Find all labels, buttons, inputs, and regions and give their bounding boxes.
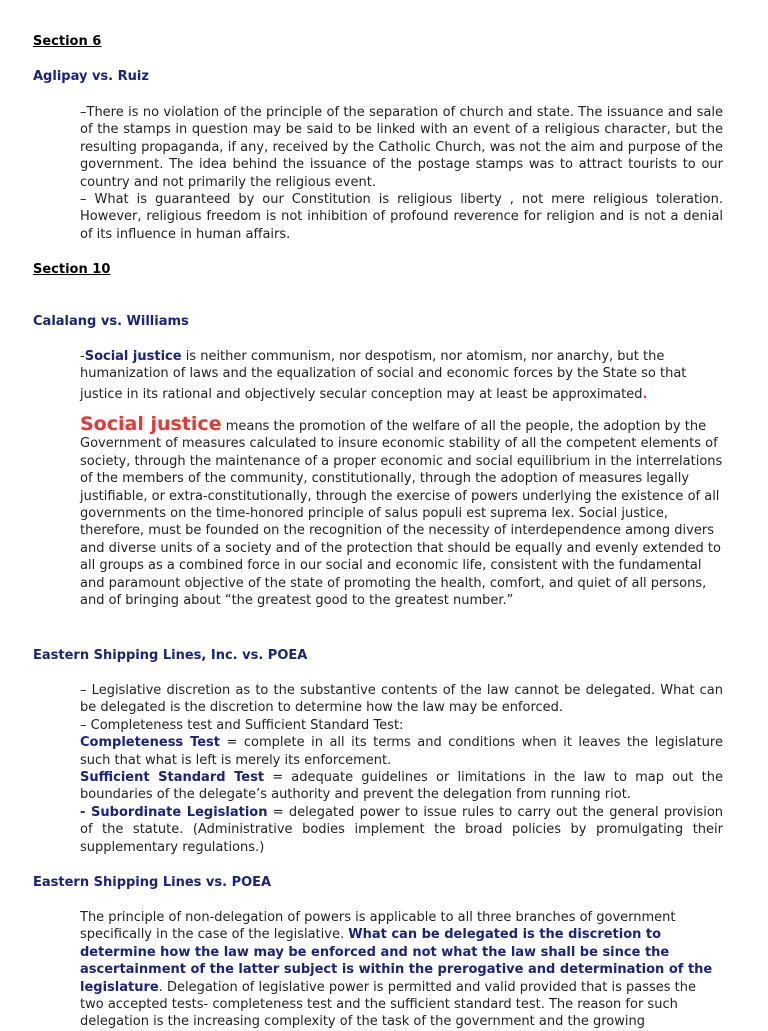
aglipay-point-2: – What is guaranteed by our Constitution is religious liberty , not mere religious toleration. However, religious freedom is not inhibition of profound reverence for religion and is not a denial of its influence in human affairs.	[80, 192, 723, 242]
calalang-case-title: Calalang vs. Williams	[33, 314, 189, 329]
eastern-shipping-paragraph	[80, 909, 723, 1031]
calalang-p1-line3-text: justice in its rational and objectively secular conception may at least be approximated	[80, 386, 643, 402]
subordinate-legislation-term: - Subordinate Legislation	[80, 804, 268, 820]
calalang-p1-rest: is neither communism, nor despotism, nor atomism, nor anarchy, but the	[181, 349, 665, 364]
subordinate-legislation-item	[80, 804, 723, 856]
delegation-rest-text: . Delegation of legislative power is permitted and valid provided that is passes the two accepted tests- completeness test and the sufficient standard test. The reason for such delegation is the increasing complexity of the task of the government and the growing	[80, 979, 697, 1030]
completeness-test-item	[80, 734, 723, 769]
calalang-red-period: .	[642, 386, 648, 402]
aglipay-point-1: –There is no violation of the principle of the separation of church and state. The issuance and sale of the stamps in question may be said to be linked with an event of a religious character, but the resulting propaganda, if any, received by the Catholic Church, was not the aim and purpose of the government. The idea behind the issuance of the postage stamps was to attract tourists to our country and not primarily the religious event.	[80, 105, 723, 190]
delegation-point: – Legislative discretion as to the substantive contents of the law cannot be delegated. What can be delegated is the discretion to determine how the law may be enforced.	[80, 683, 723, 716]
calalang-paragraph-2	[80, 413, 723, 609]
eastern-shipping-case-title: Eastern Shipping Lines vs. POEA	[33, 875, 272, 890]
eastern-shipping-inc-case-title: Eastern Shipping Lines, Inc. vs. POEA	[33, 648, 308, 663]
section-6-heading: Section 6	[33, 34, 102, 49]
sufficient-standard-term: Sufficient Standard Test	[80, 770, 265, 786]
tests-intro: – Completeness test and Sufficient Standard Test:	[80, 717, 404, 733]
eastern-shipping-inc-paragraph	[80, 682, 723, 856]
social-justice-term: Social justice	[84, 349, 182, 364]
completeness-test-def: = complete in all its terms and conditions when it leaves the legislature such that what is left is merely its enforcement.	[80, 735, 723, 768]
calalang-p1-prefix: -	[80, 349, 85, 364]
sufficient-standard-def: = adequate guidelines or limitations in the law to map out the boundaries of the delegate’s authority and prevent the delegation from running riot.	[80, 770, 723, 803]
calalang-paragraph-1	[80, 348, 723, 403]
calalang-p1-line3	[80, 386, 723, 403]
non-delegation-text: The principle of non-delegation of powers is applicable to all three branches of government specifically in the case of the legislative.	[80, 910, 676, 943]
subordinate-legislation-def: = delegated power to issue rules to carry out the general provision of the statute. (Administrative bodies implement the broad policies by promulgating their supplementary regulations.)	[80, 804, 724, 855]
calalang-p2-text: means the promotion of the welfare of all the people, the adoption by the Government of measures calculated to insure economic stability of all the competent elements of society, through the maintenance of a proper economic and social equilibrium in the interrelations of the members of the community, constitutionally, through the adoption of measures legally justifiable, or extra-constitutionally, through the exercise of powers underlying the existence of all governments on the time-honored principle of salus populi est suprema lex. Social justice, therefore, must be founded on the recognition of the necessity of interdependence among divers and diverse units of a society and of the protection that should be equally and evenly extended to all groups as a combined force in our social and economic life, consistent with the fundamental and paramount objective of the state of promoting the health, comfort, and quiet of all persons, and of bringing about “the greatest good to the greatest number.”	[80, 419, 723, 609]
completeness-test-term: Completeness Test	[80, 735, 220, 751]
aglipay-paragraph	[80, 104, 723, 243]
sufficient-standard-item	[80, 769, 723, 804]
social-justice-highlight: Social justice	[80, 413, 222, 435]
calalang-p1-line2: humanization of laws and the equalization of social and economic forces by the State so that	[80, 366, 687, 382]
delegation-bold-text: What can be delegated is the discretion to determine how the law may be enforced and not what the law shall be since the ascertainment of the latter subject is within the prerogative and determination of the legislature	[80, 927, 713, 995]
section-10-heading: Section 10	[33, 262, 111, 277]
calalang-p1-line1	[80, 348, 723, 365]
aglipay-case-title: Aglipay vs. Ruiz	[33, 69, 149, 84]
